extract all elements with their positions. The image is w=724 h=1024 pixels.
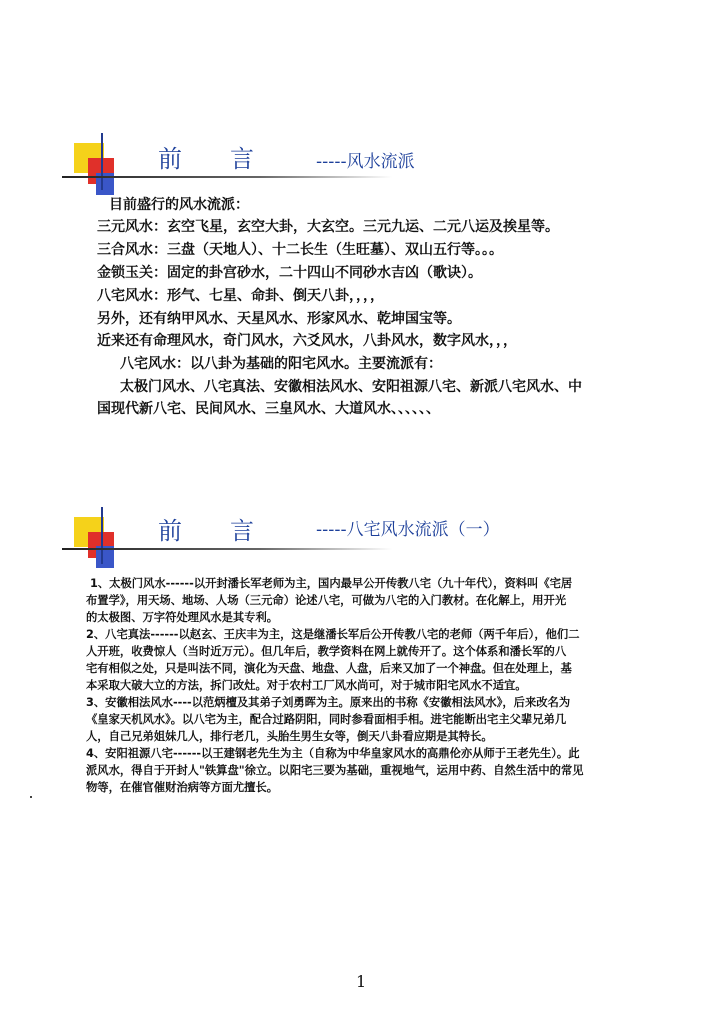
text-line: 目前盛行的风水流派： xyxy=(109,197,249,213)
text-line: 国现代新八宅、民间风水、三皇风水、大道风水、、、、、、 xyxy=(97,401,440,417)
text-line: 1、太极门风水------以开封潘长军老师为主，国内最早公开传教八宅（九十年代），资料叫《宅居 xyxy=(90,577,573,590)
section-2-title: 前 言 xyxy=(158,517,254,545)
text-line: 近来还有命理风水，奇门风水，六爻风水，八卦风水，数字风水，，， xyxy=(97,333,517,349)
text-line: 《皇家天机风水》。以八宅为主，配合过路阴阳，同时参看面相手相。进宅能断出宅主父辈兄弟几 xyxy=(86,713,567,726)
text-line: 金锁玉关：固定的卦宫砂水，二十四山不同砂水吉凶（歌诀）。 xyxy=(97,265,482,281)
page-number: 1 xyxy=(356,972,367,991)
text-line: 的太极图、万字符处理风水是其专利。 xyxy=(86,611,279,624)
text-line: 物等，在催官催财治病等方面尤擅长。 xyxy=(86,781,279,794)
text-line: 三元风水：玄空飞星，玄空大卦，大玄空。三元九运、二元八运及挨星等。 xyxy=(97,219,559,235)
text-line: 人开班，收费惊人（当时近万元）。但几年后，教学资料在网上就传开了。这个体系和潘长军的八 xyxy=(86,645,567,658)
text-line: 太极门风水、八宅真法、安徽相法风水、安阳祖源八宅、新派八宅风水、中 xyxy=(120,379,582,395)
text-line: 八宅风水：以八卦为基础的阳宅风水。主要流派有： xyxy=(120,356,442,372)
text-line: 布置学》，用天场、地场、人场（三元命）论述八宅，可做为八宅的入门教材。在化解上，用开光 xyxy=(86,594,567,607)
text-line: 另外，还有纳甲风水、天星风水、形家风水、乾坤国宝等。 xyxy=(97,311,461,327)
text-line: 人，自己兄弟姐妹几人，排行老几，头胎生男生女等，倒天八卦看应期是其特长。 xyxy=(86,730,493,743)
text-line: 3、安徽相法风水----以范炳檀及其弟子刘勇晖为主。原来出的书称《安徽相法风水》，后来改名为 xyxy=(86,696,571,709)
text-line: 4、安阳祖源八宅------以王建钢老先生为主（自称为中华皇家风水的高鼎伦亦从师于王老先生）。此 xyxy=(86,747,580,760)
section-2-subtitle: -----八宅风水流派（一） xyxy=(316,520,500,540)
text-line: 宅有相似之处，只是叫法不同，演化为天盘、地盘、人盘，后来又加了一个神盘。但在处理上，基 xyxy=(86,662,572,675)
section-1-subtitle: -----风水流派 xyxy=(316,152,415,172)
text-line: 三合风水：三盘（天地人）、十二长生（生旺墓）、双山五行等。。。 xyxy=(97,242,503,258)
text-line: 派风水，得自于开封人"铁算盘"徐立。以阳宅三要为基础，重视地气，运用中药、自然生活中的常见 xyxy=(86,764,584,777)
stray-dot xyxy=(30,796,32,798)
text-line: 八宅风水：形气、七星、命卦、倒天八卦，，，， xyxy=(97,288,384,304)
text-line: 本采取大破大立的方法，拆门改灶。对于农村工厂风水尚可，对于城市阳宅风水不适宜。 xyxy=(86,679,527,692)
section-1-title: 前 言 xyxy=(158,145,254,173)
text-line: 2、八宅真法------以赵玄、王庆丰为主，这是继潘长军后公开传教八宅的老师（两千年后），他们二 xyxy=(86,628,580,641)
